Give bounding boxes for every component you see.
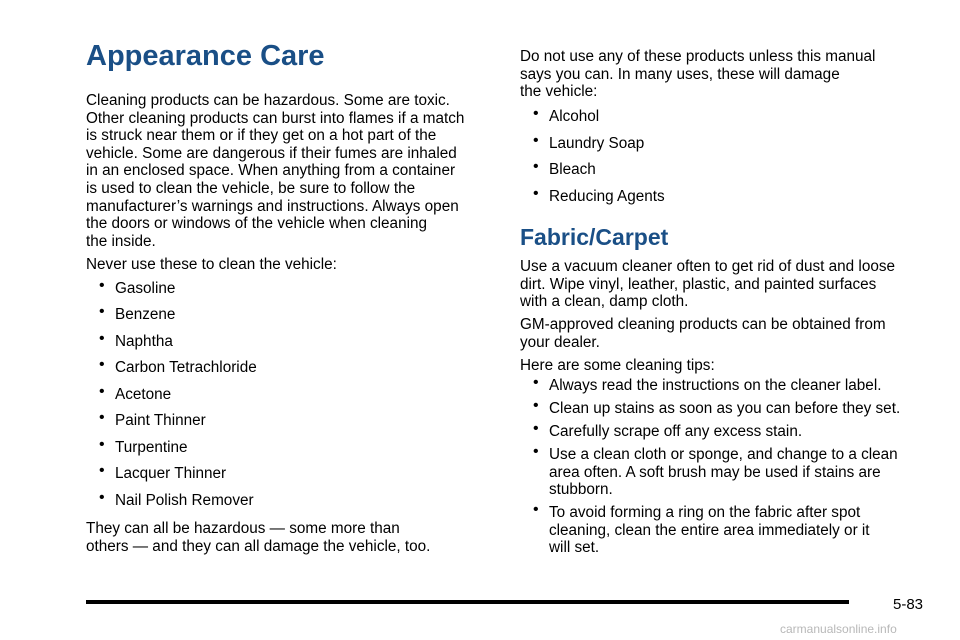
bullet-icon: • [99,277,105,294]
fabric-paragraph [520,258,940,311]
bullet-icon: • [533,131,539,149]
paragraph-line: Do not use any of these products unless this manual [520,48,876,65]
bullet-icon: • [533,184,539,202]
intro-line: is struck near them or if they get on a hot part of the [86,127,437,145]
section-title: Fabric/Carpet [520,224,669,250]
watermark: carmanualsonline.info [780,622,897,636]
bullet-icon: • [99,356,105,374]
never-use-heading: Never use these to clean the vehicle: [86,256,337,273]
page-number: 5-83 [893,596,924,613]
list-item: • Benzene [99,303,176,324]
bullet-icon: • [99,329,105,347]
intro-line: Other cleaning products can burst into flames if a match [86,109,465,127]
paragraph-line: the vehicle: [520,83,598,101]
bullet-icon: • [533,105,539,122]
intro-line: the doors or windows of the vehicle when cleaning [86,215,427,233]
bullet-icon: • [533,442,539,460]
list-item: • Turpentine [99,435,188,456]
list-item: • Always read the instructions on the cleaner label. [533,374,882,394]
list-item: • Naphtha [99,329,173,350]
bullet-icon: • [533,158,539,176]
list-item: • Gasoline [99,277,176,297]
paragraph-line: GM-approved cleaning products can be obtained from [520,316,886,333]
intro-line: is used to clean the vehicle, be sure to follow the [86,179,416,197]
page-title: Appearance Care [86,40,325,72]
tips-heading: Here are some cleaning tips: [520,357,715,374]
list-item: • Nail Polish Remover [99,488,254,509]
paragraph-line: with a clean, damp cloth. [520,293,689,311]
never-use-list [96,277,257,509]
list-item: • Carbon Tetrachloride [99,356,257,377]
list-item: • Lacquer Thinner [99,462,227,483]
bullet-icon: • [99,488,105,506]
list-item: • To avoid forming a ring on the fabric after spot cleaning, clean the entire area immediately or it will set. [533,501,870,557]
closing-paragraph [86,520,496,555]
do-not-use-list [530,105,665,205]
intro-line: Cleaning products can be hazardous. Some are toxic. [86,92,450,109]
list-item: • Reducing Agents [533,184,665,205]
dealer-paragraph [520,316,940,351]
bullet-icon: • [533,501,539,519]
bullet-icon: • [533,396,539,414]
intro-line: vehicle. Some are dangerous if their fumes are inhaled [86,144,457,162]
list-item: • Acetone [99,382,172,403]
closing-line: others — and they can all damage the vehicle, too. [86,537,431,555]
bullet-icon: • [533,374,539,391]
intro-paragraph [86,92,496,250]
intro-line: manufacturer’s warnings and instructions. Always open [86,197,459,215]
list-item: • Alcohol [533,105,600,125]
list-item: • Clean up stains as soon as you can before they set. [533,396,901,417]
intro-line: in an enclosed space. When anything from a container [86,162,456,180]
list-item: • Use a clean cloth or sponge, and change to a clean area often. A soft brush may be used if stains are stubborn. [533,442,898,499]
paragraph-line: Use a vacuum cleaner often to get rid of dust and loose [520,258,895,275]
bullet-icon: • [99,409,105,427]
list-item: • Carefully scrape off any excess stain. [533,419,803,440]
paragraph-line: says you can. In many uses, these will damage [520,65,840,83]
bullet-icon: • [99,435,105,453]
tips-list [530,374,940,557]
bullet-icon: • [99,303,105,321]
paragraph-line: dirt. Wipe vinyl, leather, plastic, and painted surfaces [520,275,877,293]
bullet-icon: • [533,419,539,437]
bullet-icon: • [99,382,105,400]
list-item: • Bleach [533,158,596,179]
list-item: • Paint Thinner [99,409,206,430]
list-item: • Laundry Soap [533,131,645,152]
bullet-icon: • [99,462,105,480]
paragraph-line: your dealer. [520,333,600,351]
intro-line: the inside. [86,232,156,250]
closing-line: They can all be hazardous — some more than [86,520,400,537]
do-not-use-paragraph [520,48,940,101]
footer-rule [86,600,849,604]
